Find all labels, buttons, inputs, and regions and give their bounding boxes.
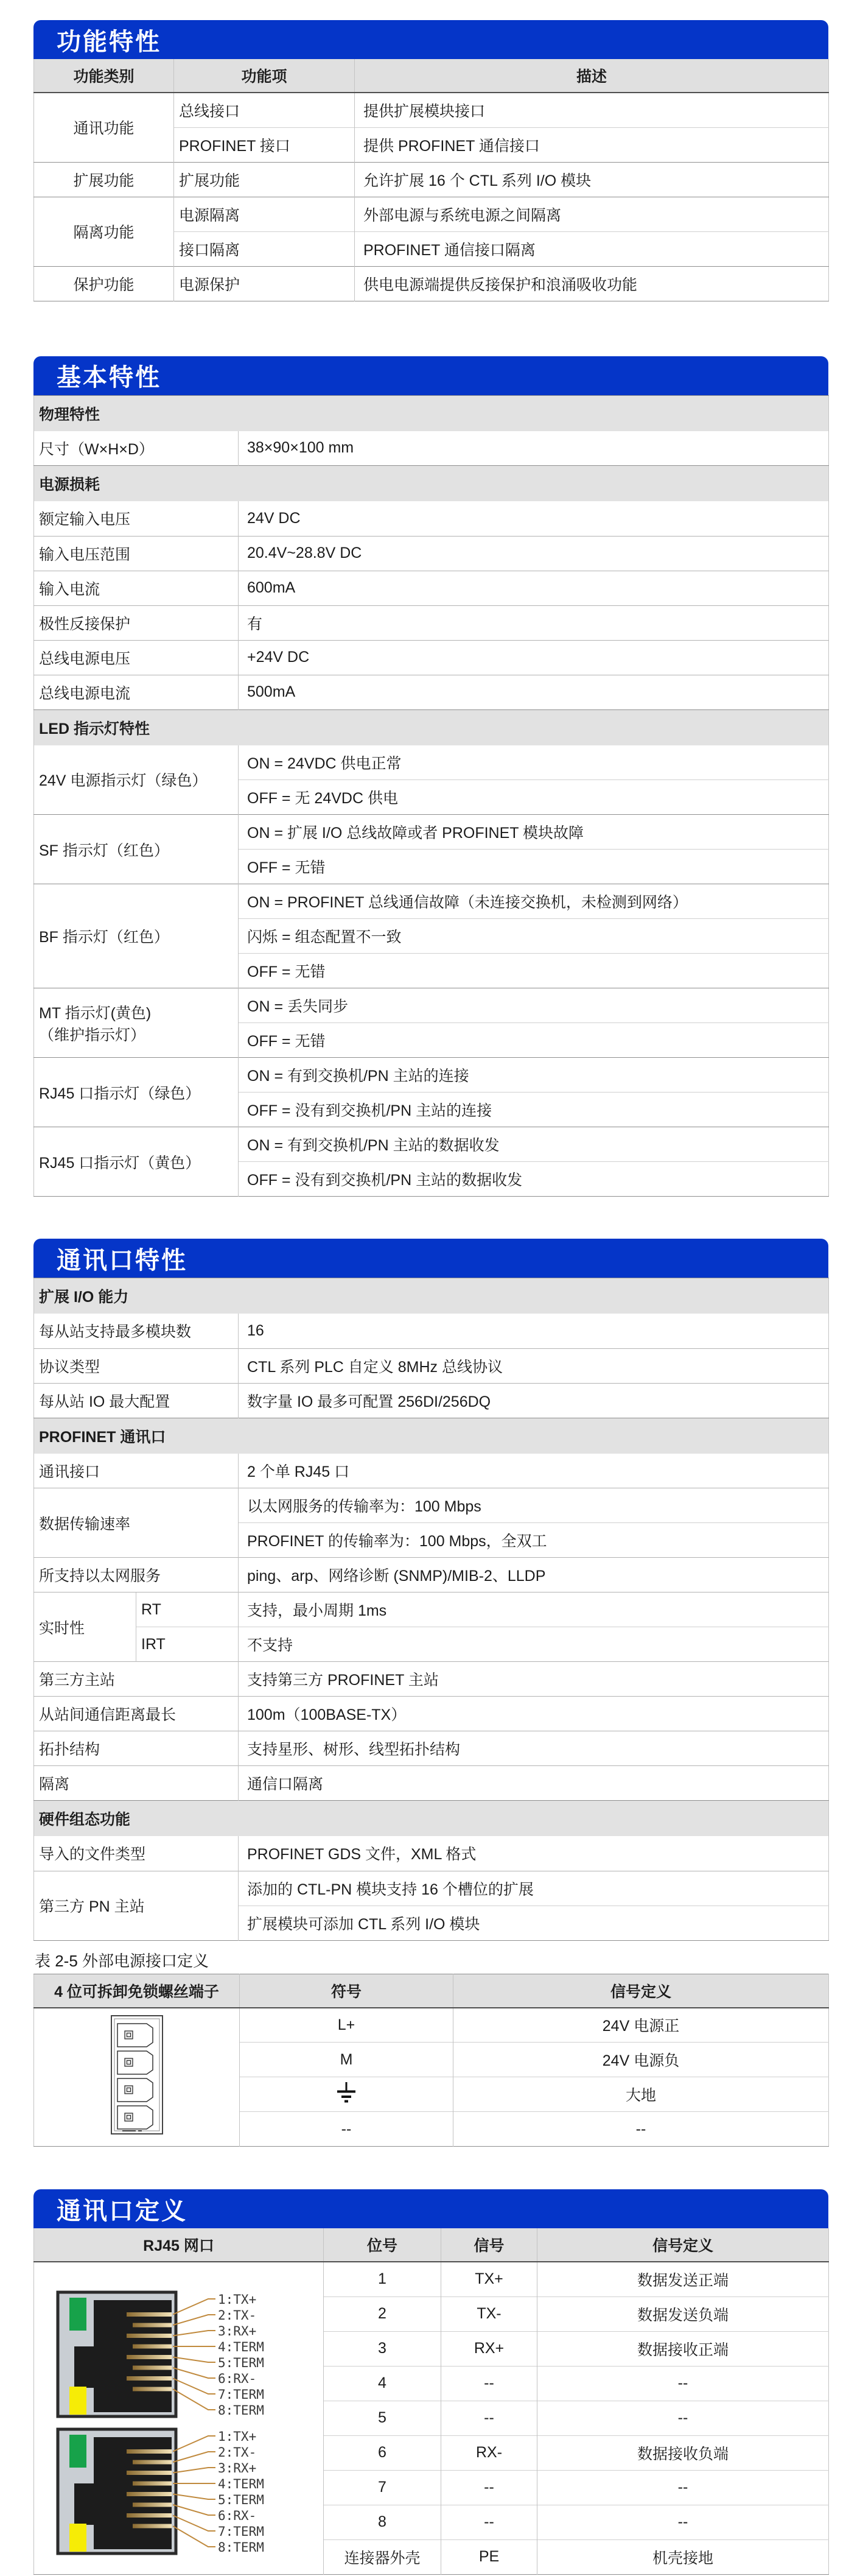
section-subheader-row xyxy=(34,709,829,745)
cell-item: 扩展功能 xyxy=(174,162,355,197)
cell-signal-def: -- xyxy=(537,2366,829,2401)
cell-signal: -- xyxy=(441,2470,537,2505)
section-title: 通讯口定义 xyxy=(57,2197,187,2225)
led-state: OFF = 没有到交换机/PN 主站的连接 xyxy=(239,1093,829,1127)
table-row xyxy=(34,675,829,709)
row-label: 协议类型 xyxy=(34,1348,239,1383)
led-state: ON = PROFINET 总线通信故障（未连接交换机，未检测到网络） xyxy=(239,884,829,919)
section-subheader-row xyxy=(34,1418,829,1454)
subheader-io: 扩展 I/O 能力 xyxy=(34,1278,829,1314)
table-row xyxy=(34,571,829,605)
cell-signal-def: -- xyxy=(537,2401,829,2435)
table-row xyxy=(34,1871,829,1906)
row-value: 100m（100BASE-TX） xyxy=(239,1697,829,1731)
led-state: ON = 丢失同步 xyxy=(239,988,829,1023)
cell-signal-def: 24V 电源正 xyxy=(453,2008,829,2043)
row-value: 20.4V~28.8V DC xyxy=(239,536,829,571)
led-state: OFF = 无 24VDC 供电 xyxy=(239,780,829,815)
row-label: 极性反接保护 xyxy=(34,605,239,640)
table-row xyxy=(34,2262,829,2296)
col-header-symbol: 符号 xyxy=(240,1974,453,2008)
row-label: 尺寸（W×H×D） xyxy=(39,440,154,458)
row-value: 支持第三方 PROFINET 主站 xyxy=(239,1662,829,1697)
row-label: 通讯接口 xyxy=(39,1463,100,1480)
rj45-pin-label: 2:TX- xyxy=(218,2308,257,2323)
cell-item: PROFINET 接口 xyxy=(174,127,355,162)
cell-signal: TX- xyxy=(441,2296,537,2331)
table-row xyxy=(34,884,829,919)
row-value: +24V DC xyxy=(239,640,829,675)
rj45-pin-label: 4:TERM xyxy=(218,2340,264,2354)
row-label: 每从站支持最多模块数 xyxy=(39,1323,192,1341)
cell-signal-def: 大地 xyxy=(453,2077,829,2112)
led-state: OFF = 没有到交换机/PN 主站的数据收发 xyxy=(239,1162,829,1197)
table-row xyxy=(34,1766,829,1801)
led-label-line1: MT 指示灯(黄色) xyxy=(39,1004,152,1022)
table-row xyxy=(34,1454,829,1488)
led-state: OFF = 无错 xyxy=(239,1023,829,1058)
cell-category: 通讯功能 xyxy=(73,120,135,138)
col-header-signal-def: 信号定义 xyxy=(453,1974,829,2008)
section-banner-comm xyxy=(33,1239,828,1278)
rj45-pin-label: 1:TX+ xyxy=(218,2429,257,2444)
earth-ground-icon xyxy=(334,2081,358,2104)
cell-pin: 5 xyxy=(324,2401,441,2435)
row-value: 2 个单 RJ45 口 xyxy=(239,1454,829,1488)
table-row xyxy=(34,1662,829,1697)
row-value: 支持，最小周期 1ms xyxy=(239,1592,829,1627)
cell-signal-def: 数据接收正端 xyxy=(537,2331,829,2366)
row-label: 数据传输速率 xyxy=(34,1488,239,1558)
row-label: 总线电源电压 xyxy=(34,640,239,675)
rj45-pin-label: 5:TERM xyxy=(218,2356,264,2370)
row-label: 总线电源电流 xyxy=(34,675,239,709)
row-value: 数字量 IO 最多可配置 256DI/256DQ xyxy=(239,1383,829,1418)
cell-signal: PE xyxy=(441,2539,537,2574)
col-header-terminal: 4 位可拆卸免锁螺丝端子 xyxy=(34,1974,240,2008)
cell-pin: 7 xyxy=(324,2470,441,2505)
cell-signal: TX+ xyxy=(441,2262,537,2296)
col-header-signal-def: 信号定义 xyxy=(537,2228,829,2262)
rj45-pin-label: 5:TERM xyxy=(218,2493,264,2507)
cell-category: 保护功能 xyxy=(34,266,174,301)
table-row xyxy=(34,1058,829,1093)
rj45-pin-label: 3:RX+ xyxy=(218,2324,257,2338)
cell-desc: 提供扩展模块接口 xyxy=(355,93,829,127)
row-label: 额定输入电压 xyxy=(39,511,131,529)
table-row xyxy=(34,162,829,197)
cell-pin: 3 xyxy=(324,2331,441,2366)
led-state: ON = 有到交换机/PN 主站的数据收发 xyxy=(239,1127,829,1162)
row-label: 输入电压范围 xyxy=(34,536,239,571)
cell-signal: -- xyxy=(441,2401,537,2435)
row-value: 不支持 xyxy=(239,1627,829,1662)
table-row xyxy=(34,1731,829,1766)
cell-symbol: L+ xyxy=(240,2008,453,2043)
row-value: 600mA xyxy=(239,571,829,605)
cell-pin: 4 xyxy=(324,2366,441,2401)
row-value: 有 xyxy=(239,605,829,640)
cell-pin: 2 xyxy=(324,2296,441,2331)
power-connector-table xyxy=(33,1974,829,2147)
row-value: 通信口隔离 xyxy=(239,1766,829,1801)
table-row xyxy=(34,745,829,780)
row-label: 隔离 xyxy=(34,1766,239,1801)
table-row xyxy=(34,536,829,571)
led-label: RJ45 口指示灯（绿色） xyxy=(34,1058,239,1127)
row-value: 扩展模块可添加 CTL 系列 I/O 模块 xyxy=(239,1906,829,1940)
port-definition-table xyxy=(33,2228,829,2575)
rj45-pin-label: 4:TERM xyxy=(218,2477,264,2491)
subheader-hardware: 硬件组态功能 xyxy=(34,1801,829,1837)
basic-table xyxy=(33,395,829,1197)
table-header-row xyxy=(34,2228,829,2262)
cell-signal-def: 数据接收负端 xyxy=(537,2435,829,2470)
col-header-item: 功能项 xyxy=(174,59,355,93)
rj45-pin-label: 8:TERM xyxy=(218,2540,264,2555)
rj45-port-image xyxy=(34,2262,324,2574)
subheader-physical: 物理特性 xyxy=(34,395,829,431)
row-value: 添加的 CTL-PN 模块支持 16 个槽位的扩展 xyxy=(239,1871,829,1906)
row-value: 以太网服务的传输率为：100 Mbps xyxy=(239,1488,829,1523)
table-row xyxy=(34,2008,829,2043)
rj45-pin-label: 8:TERM xyxy=(218,2403,264,2418)
col-header-signal: 信号 xyxy=(441,2228,537,2262)
page-content xyxy=(33,20,828,2575)
rj45-pin-label: 7:TERM xyxy=(218,2387,264,2402)
cell-signal: RX+ xyxy=(441,2331,537,2366)
table-row xyxy=(34,197,829,231)
cell-signal: RX- xyxy=(441,2435,537,2470)
row-value: CTL 系列 PLC 自定义 8MHz 总线协议 xyxy=(239,1348,829,1383)
cell-desc: 外部电源与系统电源之间隔离 xyxy=(355,197,829,231)
led-state: OFF = 无错 xyxy=(239,850,829,884)
rj45-pin-label: 6:RX- xyxy=(218,2371,257,2386)
table-row xyxy=(34,93,829,127)
table-row xyxy=(34,431,829,466)
section-subheader-row xyxy=(34,1801,829,1837)
led-label: BF 指示灯（红色） xyxy=(34,884,239,988)
led-label: 24V 电源指示灯（绿色） xyxy=(39,772,208,790)
cell-symbol: M xyxy=(240,2043,453,2077)
row-value: 500mA xyxy=(239,675,829,709)
row-label: 输入电流 xyxy=(34,571,239,605)
cell-desc: 供电电源端提供反接保护和浪涌吸收功能 xyxy=(355,266,829,301)
table-row xyxy=(34,1348,829,1383)
table-row xyxy=(34,1836,829,1871)
led-label-line2: （维护指示灯） xyxy=(39,1026,146,1044)
row-label: 第三方 PN 主站 xyxy=(34,1871,239,1940)
section-subheader-row xyxy=(34,466,829,502)
cell-desc: 允许扩展 16 个 CTL 系列 I/O 模块 xyxy=(355,162,829,197)
table-row xyxy=(34,1488,829,1523)
table-row xyxy=(34,988,829,1023)
rj45-pin-label: 7:TERM xyxy=(218,2524,264,2539)
table-row xyxy=(34,501,829,536)
cell-signal: -- xyxy=(441,2366,537,2401)
cell-category: 扩展功能 xyxy=(34,162,174,197)
cell-item: 电源保护 xyxy=(174,266,355,301)
led-label: SF 指示灯（红色） xyxy=(34,815,239,884)
cell-category: 隔离功能 xyxy=(34,197,174,266)
rj45-jack-bottom xyxy=(56,2427,299,2557)
table-header-row xyxy=(34,59,829,93)
rj45-pin-label: 3:RX+ xyxy=(218,2461,257,2476)
rj45-pin-label: 2:TX- xyxy=(218,2445,257,2460)
row-sublabel: RT xyxy=(136,1592,239,1627)
subheader-power: 电源损耗 xyxy=(34,466,829,502)
comm-table xyxy=(33,1278,829,1941)
cell-symbol xyxy=(240,2077,453,2112)
led-state: 闪烁 = 组态配置不一致 xyxy=(239,919,829,954)
row-label: 每从站 IO 最大配置 xyxy=(34,1383,239,1418)
table-header-row xyxy=(34,1974,829,2008)
section-banner-features xyxy=(33,20,828,59)
row-value: 16 xyxy=(239,1314,829,1348)
cell-symbol: -- xyxy=(240,2112,453,2147)
features-table xyxy=(33,59,829,301)
subheader-profinet: PROFINET 通讯口 xyxy=(34,1418,829,1454)
rj45-jack-top xyxy=(56,2290,299,2419)
cell-pin: 连接器外壳 xyxy=(324,2539,441,2574)
cell-pin: 6 xyxy=(324,2435,441,2470)
section-subheader-row xyxy=(34,395,829,431)
row-label: 第三方主站 xyxy=(34,1662,239,1697)
table-row xyxy=(34,1383,829,1418)
table-row xyxy=(34,1627,829,1662)
row-label: 从站间通信距离最长 xyxy=(34,1697,239,1731)
led-label xyxy=(34,988,239,1058)
row-label: 实时性 xyxy=(34,1592,136,1662)
terminal-block-image xyxy=(34,2008,240,2147)
table-row xyxy=(34,640,829,675)
col-header-category: 功能类别 xyxy=(34,59,174,93)
row-value: PROFINET 的传输率为：100 Mbps，全双工 xyxy=(239,1523,829,1558)
row-label: 所支持以太网服务 xyxy=(34,1558,239,1592)
col-header-pin: 位号 xyxy=(324,2228,441,2262)
subheader-led: LED 指示灯特性 xyxy=(34,709,829,745)
col-header-rj45: RJ45 网口 xyxy=(34,2228,324,2262)
row-sublabel: IRT xyxy=(136,1627,239,1662)
section-title: 基本特性 xyxy=(57,364,161,391)
row-value: 支持星形、树形、线型拓扑结构 xyxy=(239,1731,829,1766)
table-row xyxy=(34,266,829,301)
row-label: 导入的文件类型 xyxy=(39,1846,146,1863)
row-label: 拓扑结构 xyxy=(34,1731,239,1766)
cell-signal-def: 24V 电源负 xyxy=(453,2043,829,2077)
cell-item: 电源隔离 xyxy=(174,197,355,231)
cell-signal-def: -- xyxy=(537,2470,829,2505)
col-header-desc: 描述 xyxy=(355,59,829,93)
led-state: ON = 24VDC 供电正常 xyxy=(239,745,829,780)
table-row xyxy=(34,605,829,640)
rj45-pin-label: 1:TX+ xyxy=(218,2292,257,2307)
terminal-block-drawing xyxy=(109,2014,165,2136)
table-row xyxy=(34,815,829,850)
led-label: RJ45 口指示灯（黄色） xyxy=(34,1127,239,1197)
section-title: 通讯口特性 xyxy=(57,1247,187,1274)
cell-signal-def: -- xyxy=(537,2505,829,2539)
row-value: PROFINET GDS 文件，XML 格式 xyxy=(239,1836,829,1871)
power-table-caption: 表 2-5 外部电源接口定义 xyxy=(35,1951,209,1970)
cell-desc: 提供 PROFINET 通信接口 xyxy=(355,127,829,162)
section-subheader-row xyxy=(34,1278,829,1314)
cell-item: 总线接口 xyxy=(174,93,355,127)
section-banner-port-def xyxy=(33,2189,828,2228)
table-row xyxy=(34,1558,829,1592)
cell-item: 接口隔离 xyxy=(174,231,355,266)
rj45-pin-label: 6:RX- xyxy=(218,2508,257,2523)
table-row xyxy=(34,1697,829,1731)
row-value: ping、arp、网络诊断 (SNMP)/MIB-2、LLDP xyxy=(239,1558,829,1592)
table-row xyxy=(34,1314,829,1348)
row-value: 38×90×100 mm xyxy=(239,431,829,466)
cell-signal-def: 数据发送负端 xyxy=(537,2296,829,2331)
cell-pin: 1 xyxy=(324,2262,441,2296)
cell-signal-def: 机壳接地 xyxy=(537,2539,829,2574)
section-title: 功能特性 xyxy=(57,28,161,55)
table-row xyxy=(34,1592,829,1627)
led-state: ON = 有到交换机/PN 主站的连接 xyxy=(239,1058,829,1093)
section-banner-basic xyxy=(33,356,828,395)
cell-signal-def: 数据发送正端 xyxy=(537,2262,829,2296)
cell-pin: 8 xyxy=(324,2505,441,2539)
led-state: OFF = 无错 xyxy=(239,954,829,988)
row-value: 24V DC xyxy=(239,501,829,536)
led-state: ON = 扩展 I/O 总线故障或者 PROFINET 模块故障 xyxy=(239,815,829,850)
cell-signal: -- xyxy=(441,2505,537,2539)
cell-signal-def: -- xyxy=(453,2112,829,2147)
table-row xyxy=(34,1127,829,1162)
cell-desc: PROFINET 通信接口隔离 xyxy=(355,231,829,266)
